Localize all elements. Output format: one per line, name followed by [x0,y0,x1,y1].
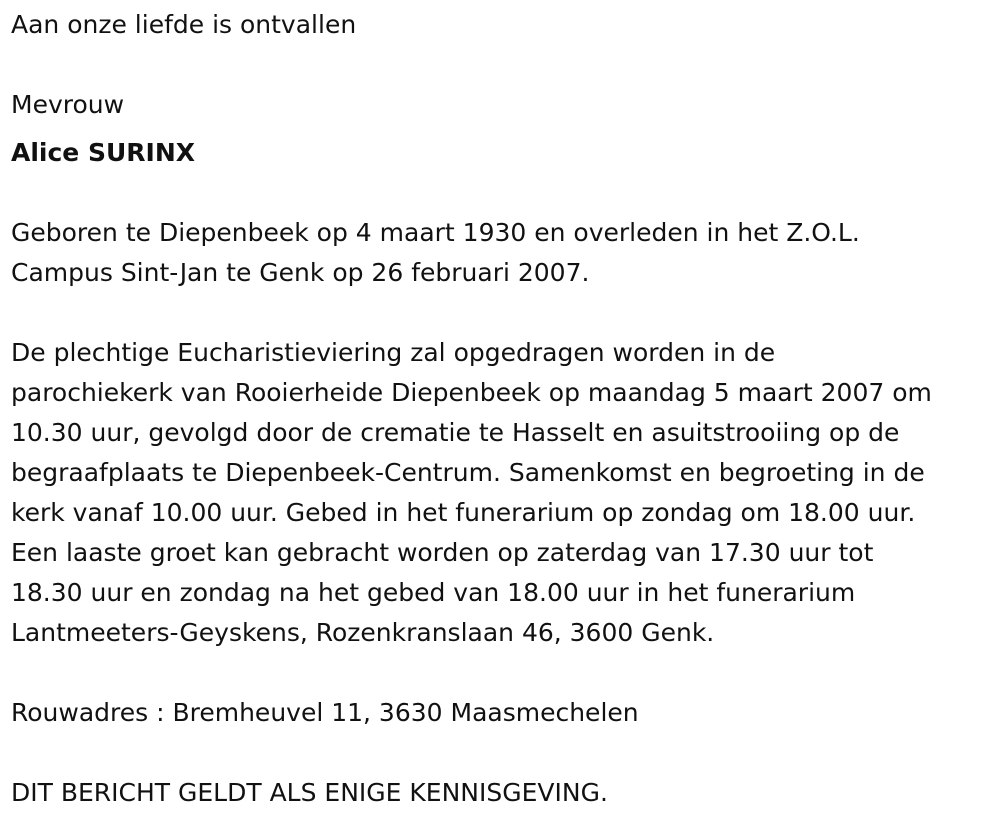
ceremony-line: kerk vanaf 10.00 uur. Gebed in het funerarium op zondag om 18.00 uur. [11,498,916,527]
ceremony-line: 18.30 uur en zondag na het gebed van 18.00 uur in het funerarium [11,578,856,607]
deceased-name: Alice SURINX [11,138,196,167]
spacer [11,653,996,693]
ceremony-line: Lantmeeters-Geyskens, Rozenkranslaan 46, 3600 Genk. [11,618,715,647]
ceremony-line: Een laaste groet kan gebracht worden op zaterdag van 17.30 uur tot [11,538,874,567]
spacer [11,733,996,773]
intro-text: Aan onze liefde is ontvallen [11,10,357,39]
ceremony-line: De plechtige Eucharistieviering zal opgedragen worden in de [11,338,776,367]
spacer [11,45,996,85]
spacer [11,173,996,213]
mourning-address: Rouwadres : Bremheuvel 11, 3630 Maasmechelen [11,698,639,727]
spacer [11,293,996,333]
death-notice [11,5,996,813]
birth-line: Geboren te Diepenbeek op 4 maart 1930 en overleden in het Z.O.L. [11,218,860,247]
ceremony-line: 10.30 uur, gevolgd door de crematie te Hasselt en asuitstrooiing op de [11,418,900,447]
salutation: Mevrouw [11,90,125,119]
notice-text: DIT BERICHT GELDT ALS ENIGE KENNISGEVING. [11,778,608,807]
ceremony-line: parochiekerk van Rooierheide Diepenbeek op maandag 5 maart 2007 om [11,378,932,407]
birth-line: Campus Sint-Jan te Genk op 26 februari 2007. [11,258,590,287]
ceremony-line: begraafplaats te Diepenbeek-Centrum. Samenkomst en begroeting in de [11,458,925,487]
